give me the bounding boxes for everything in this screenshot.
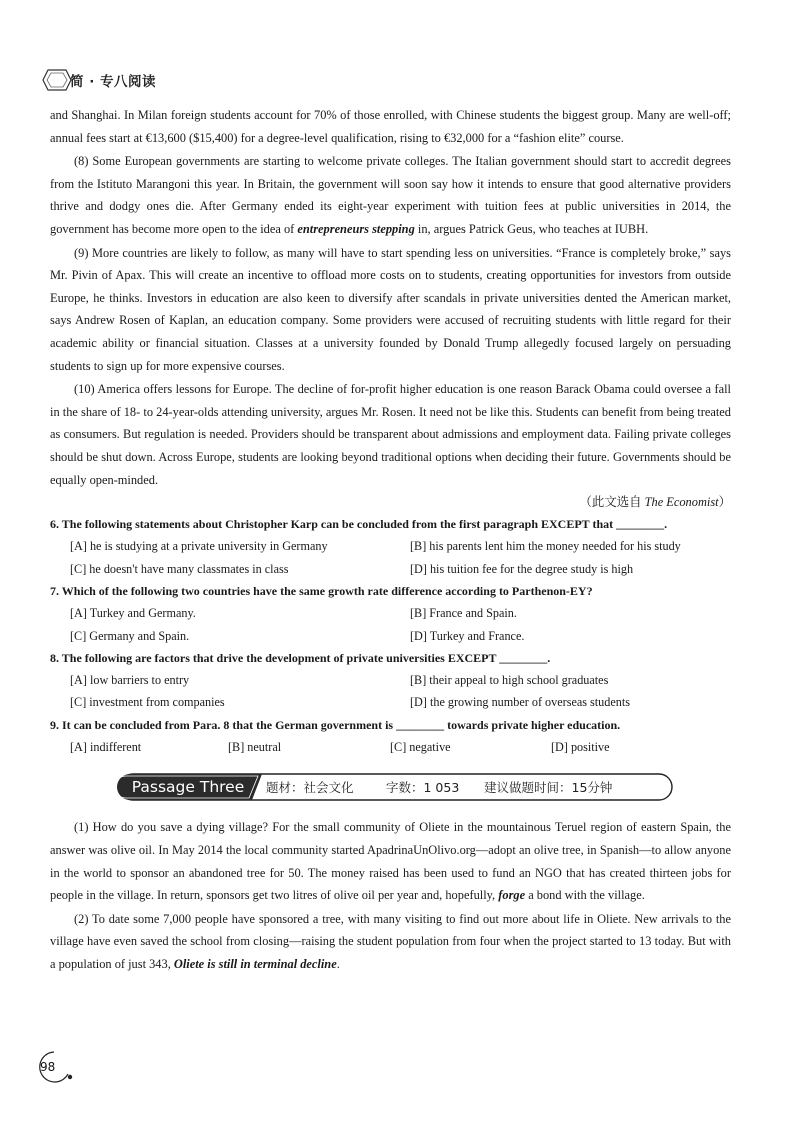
passage3-p1-tail: a bond with the village. (525, 888, 645, 903)
passage-label: Passage Three (131, 778, 245, 797)
question-9-stem: 9. It can be concluded from Para. 8 that the German government is ________ towards private higher education. (50, 717, 621, 732)
question-9-options (70, 736, 731, 758)
passage-wordcount: 字数：1 053 (386, 780, 460, 796)
question-6-stem: 6. The following statements about Christopher Karp can be concluded from the first paragraph EXCEPT that ________. (50, 517, 668, 532)
source-note (50, 491, 731, 513)
passage-banner (114, 770, 676, 804)
paragraph-10: (10) America offers lessons for Europe. The decline of for-profit higher education is one reason Barack Obama could oversee a fall in the share of 18- to 24-year-olds attending university, argues Mr. Rosen. It need not be like this. Students can benefit from being treated as consumers. But regulation is needed. Providers should be transparent about admissions and employment data. Failing private colleges should be shut down. Across Europe, students are looking beyond traditional options when deciding their future. Governments should be equally open-minded. (50, 382, 731, 487)
option-6d[interactable]: [D] his tuition fee for the degree study is high (410, 561, 634, 576)
option-9c[interactable]: [C] negative (390, 740, 451, 755)
passage3-p2-emphasis: Oliete is still in terminal decline (173, 956, 337, 971)
option-9b[interactable]: [B] neutral (228, 740, 282, 755)
passage-meta (266, 770, 612, 804)
option-8b[interactable]: [B] their appeal to high school graduates (410, 673, 609, 688)
passage3-paragraph-1 (50, 816, 731, 906)
passage3-p2-text: (2) To date some 7,000 people have sponsored a tree, with many visiting to find out more about life in Oliete. New arrivals to the village have even saved the school from closing—raising the student population from four when the project started to 13 today. But with a population of just 343, (50, 911, 731, 971)
option-7b[interactable]: [B] France and Spain. (410, 606, 517, 621)
option-8a[interactable]: [A] low barriers to entry (70, 673, 190, 688)
option-7d[interactable]: [D] Turkey and France. (410, 628, 525, 643)
question-6-options (70, 535, 731, 580)
question-8-options (70, 669, 731, 714)
paragraph-8-emphasis: entrepreneurs stepping (297, 221, 415, 236)
option-6c[interactable]: [C] he doesn't have many classmates in class (70, 561, 289, 576)
paragraph-8 (50, 150, 731, 240)
option-9d[interactable]: [D] positive (551, 740, 610, 755)
option-6a[interactable]: [A] he is studying at a private university in Germany (70, 539, 328, 554)
passage-time: 建议做题时间：15分钟 (484, 780, 613, 796)
page-header (42, 68, 156, 92)
passage3-p1-emphasis: forge (498, 888, 526, 903)
page-number: 98 (40, 1060, 56, 1074)
option-7a[interactable]: [A] Turkey and Germany. (70, 606, 196, 621)
paragraph-8-tail: in, argues Patrick Geus, who teaches at IUBH. (414, 221, 649, 236)
option-8d[interactable]: [D] the growing number of overseas students (410, 695, 630, 710)
passage3-paragraph-2 (50, 908, 731, 976)
page-content (50, 104, 731, 976)
passage3-p1-text: (1) How do you save a dying village? For the small community of Oliete in the mountainous Teruel region of eastern Spain, the answer was olive oil. In May 2014 the local community started ApadrinaUnOlivo.org—adopt an olive tree, in Spanish—to allow anyone in the world to sponsor an abandoned tree for 50. The money raised has been used to fund an NGO that has created thirteen jobs for people in the village. In return, sponsors get two litres of olive oil per year and, hopefully, (50, 820, 731, 903)
hexagon-logo-icon (42, 68, 72, 92)
passage3-p2-tail: . (336, 956, 340, 971)
option-9a[interactable]: [A] indifferent (70, 740, 142, 755)
question-7-options (70, 602, 731, 647)
option-7c[interactable]: [C] Germany and Spain. (70, 628, 190, 643)
paragraph-8-text: (8) Some European governments are starting to welcome private colleges. The Italian government should start to accredit degrees from the Istituto Marangoni this year. In Britain, the government will soon say how it intends to ensure that good alternative providers thrive and dodgy ones die. After Germany ended its eight-year experiment with tuition fees at public universities in 2014, the government has become more open to the idea of (50, 154, 731, 236)
source-suffix: ） (718, 495, 731, 510)
passage-topic: 题材：社会文化 (266, 780, 354, 796)
question-8-stem: 8. The following are factors that drive the development of private universities EXCEPT ________. (50, 650, 551, 665)
header-title: 简 · 专八阅读 (70, 74, 157, 90)
option-6b[interactable]: [B] his parents lent him the money needed for his study (410, 539, 681, 554)
paragraph-9: (9) More countries are likely to follow, as many will have to start spending less on universities. “France is completely broke,” says Mr. Pivin of Apax. This will create an incentive to offload more costs on to students, creating opportunities for investors from outside Europe, he thinks. Investors in education are also keen to diversify after scandals in private universities dented the American market, says Andrew Rosen of Kaplan, an education company. Some providers were accused of recruiting students with little regard for their academic ability or financial situation. Classes at a university founded by Donald Trump allegedly focused largely on persuading students to sign up for more expensive courses. (50, 245, 731, 373)
paragraph-continued: and Shanghai. In Milan foreign students account for 70% of those enrolled, with Chinese students the biggest group. Many are well-off; annual fees start at €13,600 ($15,400) for a degree-level qualification, rising to €32,000 for a “fashion elite” course. (50, 108, 731, 145)
question-7-stem: 7. Which of the following two countries have the same growth rate difference according to Parthenon-EY? (50, 583, 593, 598)
source-prefix: （此文选自 (579, 495, 645, 510)
source-publication: The Economist (644, 495, 719, 510)
option-8c[interactable]: [C] investment from companies (70, 695, 225, 710)
